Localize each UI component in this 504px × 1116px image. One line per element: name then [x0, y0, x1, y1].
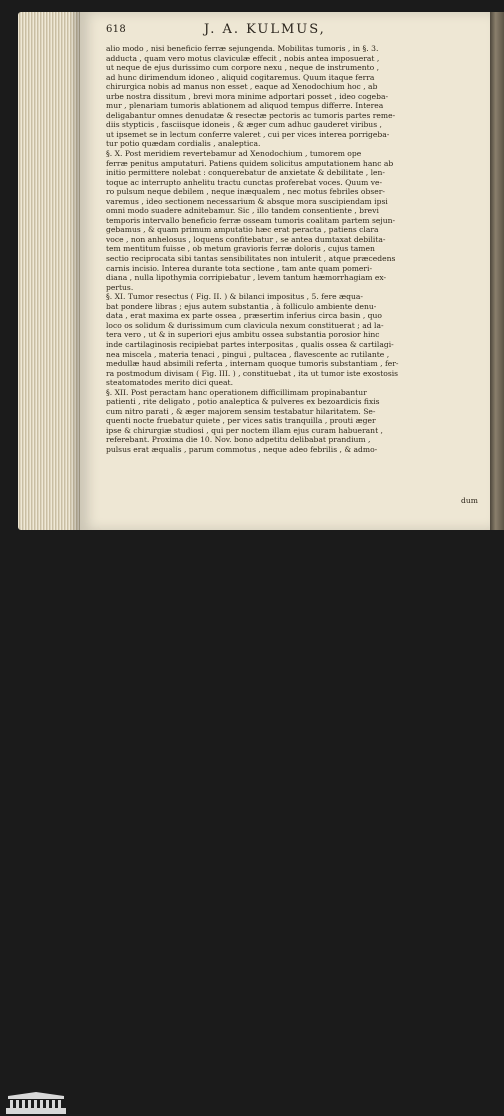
- text-line: referebant. Proxima die 10. Nov. bono adpetitu delibabat prandium ,: [106, 435, 371, 445]
- text-line: tera vero , ut & in superiori ejus ambitu ossea substantia porosior hinc: [106, 330, 380, 340]
- text-line: ut neque de ejus durissimo cum corpore nexu , neque de instrumento ,: [106, 63, 380, 73]
- text-line: sectio reciprocata sibi tantas sensibilitates non intulerit , atque præcedens: [106, 254, 396, 264]
- text-line: alio modo , nisi beneficio ferræ sejungenda. Mobilitas tumoris , in §. 3.: [106, 44, 379, 53]
- text-line: tur potio quædam cordialis , analeptica.: [106, 139, 261, 149]
- text-line: data , erat maxima ex parte ossea , præsertim inferius circa basin , quo: [106, 311, 383, 321]
- text-line: pulsus erat æqualis , parum commotus , neque adeo febrilis , & admo-: [106, 444, 378, 454]
- text-line: diis stypticis , fasciisque idoneis , & æger cum adhuc gauderet viribus ,: [106, 120, 382, 130]
- text-line: temporis intervallo beneficio ferræ osseam tumoris coalitam partem sejun-: [106, 215, 396, 225]
- library-logo-icon: [6, 1092, 66, 1116]
- text-line: bat pondere libras ; ejus autem substantia , à folliculo ambiente denu-: [106, 301, 377, 311]
- text-line: ro pulsum neque debilem , neque inæqualem , nec motus febriles obser-: [106, 187, 385, 197]
- body-text: [106, 44, 484, 484]
- text-line: chirurgica nobis ad manus non esset , eaque ad Xenodochium hoc , ab: [106, 82, 378, 92]
- footer-bar: [0, 544, 504, 576]
- text-line: deligabantur omnes denudatæ & resectæ pectoris ac tumoris partes reme-: [106, 110, 396, 120]
- text-line: pertus.: [106, 282, 134, 292]
- text-line: tem mentitum fuisse , ob metum gravioris ferræ doloris , cujus tamen: [106, 244, 375, 254]
- text-line: §. XI. Tumor resectus ( Fig. II. ) & bilanci impositus , 5. fere æqua-: [106, 292, 363, 302]
- text-line: adducta , quam vero motus claviculæ effecit , nobis antea imposuerat ,: [106, 53, 380, 63]
- text-line: ipse & chirurgiæ studiosi , qui per noctem illam ejus curam habuerant ,: [106, 425, 383, 435]
- gutter-strip: [490, 12, 504, 530]
- text-line: §. XII. Post peractam hanc operationem difficillimam propinabantur: [106, 387, 367, 397]
- text-line: mur , plenariam tumoris ablationem ad aliquod tempus differre. Interea: [106, 101, 384, 111]
- text-line: diana , nulla lipothymia corripiebatur , levem tantum hæmorrhagiam ex-: [106, 273, 387, 283]
- text-line: urbe nostra dissitum , brevi mora minime adportari posset , ideo cogeba-: [106, 91, 389, 101]
- text-line: omni modo suadere adnitebamur. Sic , illo tandem consentiente , brevi: [106, 206, 379, 216]
- text-line: ad hunc dirimendum idoneo , aliquid cogitaremus. Quum itaque ferra: [106, 72, 375, 82]
- text-line: patienti , rite deligato , potio analeptica & pulveres ex bezoardicis fixis: [106, 397, 380, 407]
- book-spread: [0, 0, 504, 544]
- text-line: voce , non anhelosus , loquens confitebatur , se antea dumtaxat debilita-: [106, 234, 386, 244]
- text-line: inde cartilaginosis recipiebat partes interpositas , qualis ossea & cartilagi-: [106, 339, 394, 349]
- running-head: J. A. KULMUS,: [204, 22, 326, 37]
- text-line: ferræ penitus amputaturi. Patiens quidem solicitus amputationem hanc ab: [106, 158, 394, 168]
- text-line: steatomatodes merito dici queat.: [106, 378, 234, 388]
- page-edges: [18, 12, 80, 530]
- text-line: quenti nocte fruebatur quiete , per vices satis tranquilla , prouti æger: [106, 416, 376, 426]
- text-line: carnis incisio. Interea durante tota sectione , tam ante quam pomeri-: [106, 263, 373, 273]
- text-line: gebamus , & quam primum amputatio hæc erat peracta , patiens clara: [106, 225, 379, 235]
- text-line: ut ipsemet se in lectum conferre valeret , cui per vices interea porrigeba-: [106, 129, 390, 139]
- text-line: varemus , ideo sectionem necessarium & absque mora suscipiendam ipsi: [106, 196, 388, 206]
- text-line: medullæ haud absimili referta , internam quoque tumoris substantiam , fer-: [106, 359, 399, 369]
- text-line: cum nitro parati , & æger majorem sensim testabatur hilaritatem. Se-: [106, 406, 376, 416]
- text-line: nea miscela , materia tenaci , pingui , pultacea , flavescente ac rutilante ,: [106, 349, 390, 359]
- page-number: 618: [106, 24, 126, 35]
- text-line: toque ac interrupto anhelitu tractu cunctas proferebat voces. Quum ve-: [106, 177, 383, 187]
- text-line: initio permittere nolebat : conquerebatur de anxietate & debilitate , len-: [106, 168, 385, 178]
- text-line: §. X. Post meridiem revertebamur ad Xenodochium , tumorem ope: [106, 149, 362, 159]
- text-line: loco os solidum & durissimum cum clavicula nexum constituerat ; ad la-: [106, 320, 384, 330]
- page-header: [106, 24, 486, 40]
- catchword: dum: [461, 496, 478, 505]
- text-line: ra postmodum divisam ( Fig. III. ) , constituebat , ita ut tumor iste exostosis: [106, 368, 399, 378]
